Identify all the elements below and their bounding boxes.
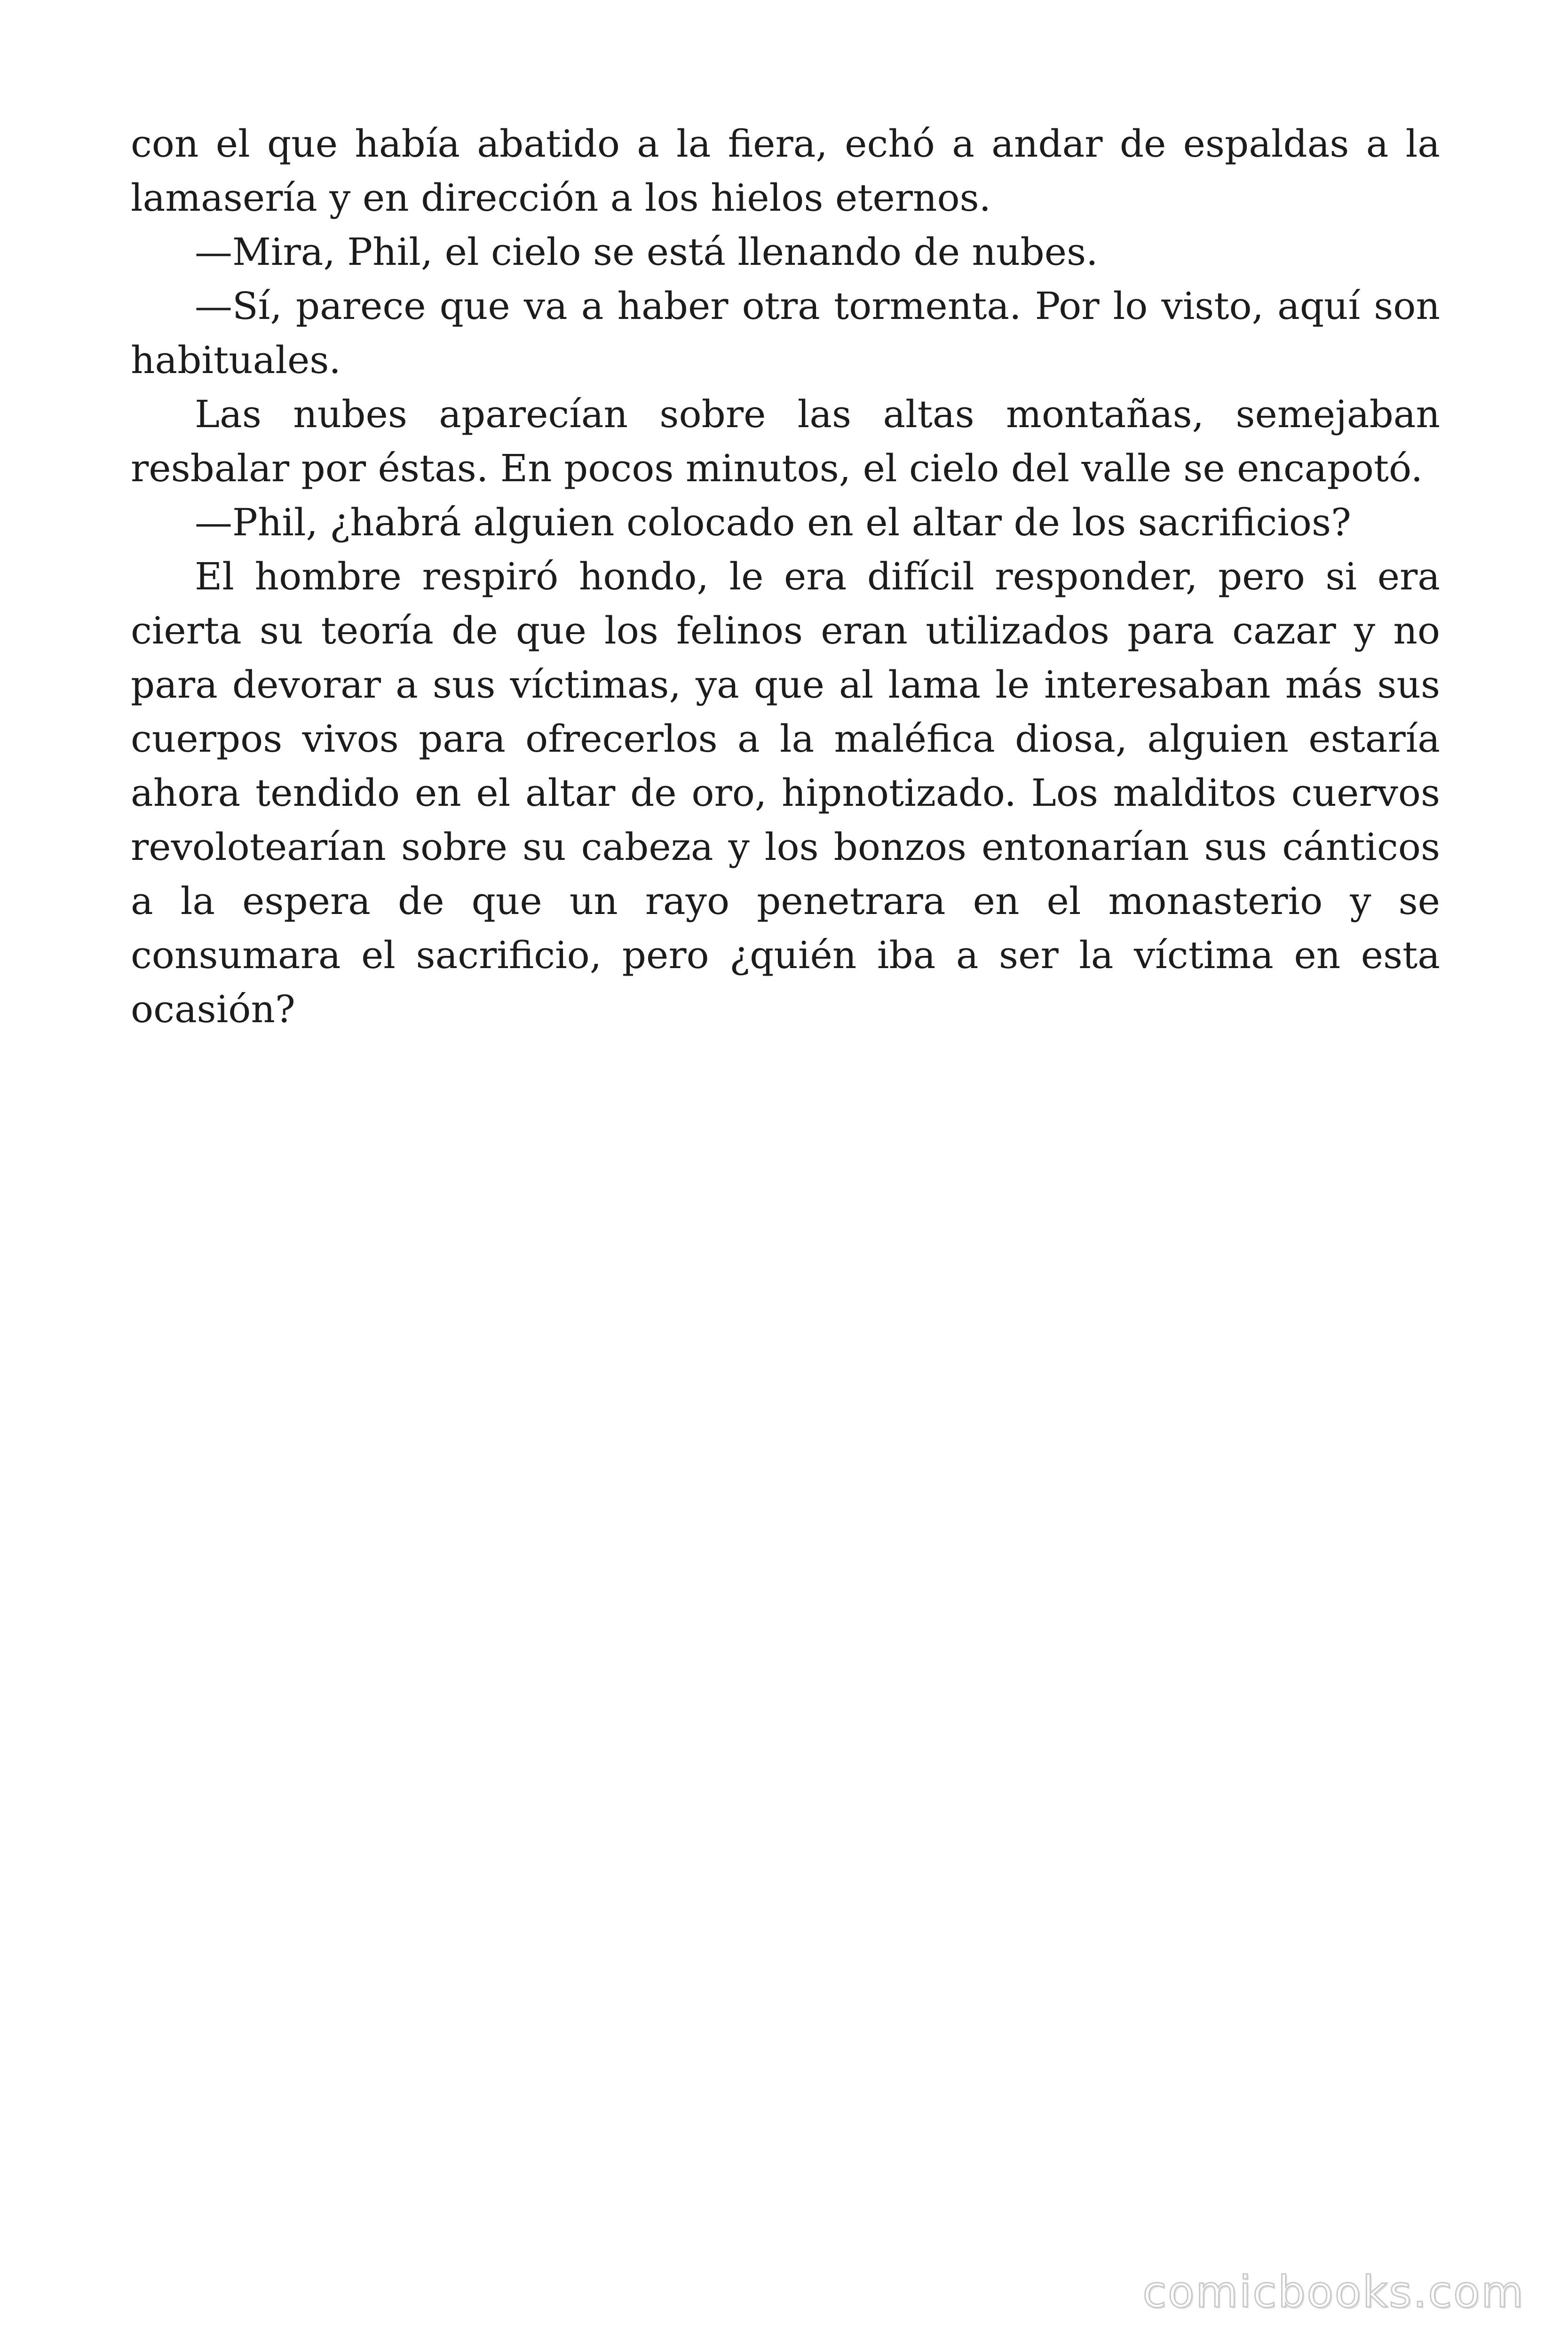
paragraph-continuation: con el que había abatido a la fiera, echó a andar de espaldas a la lamasería y en dirección a los hielos eternos. [131, 122, 1440, 220]
paragraph-dialogue-altar: —Phil, ¿habrá alguien colocado en el altar de los sacrificios? [195, 501, 1351, 544]
paragraph-hombre-respiro: El hombre respiró hondo, le era difícil responder, pero si era cierta su teoría de que los felinos eran utilizados para cazar y no para devorar a sus víctimas, ya que al lama le interesaban más sus cuerpos vivos para ofrecerlos a la maléfica diosa, alguien estaría ahora tendido en el altar de oro, hipnotizado. Los malditos cuervos revolotearían sobre su cabeza y los bonzos entonarían sus cánticos a la espera de que un rayo penetrara en el monasterio y se consumara el sacrificio, pero ¿quién iba a ser la víctima en esta ocasión? [131, 555, 1440, 1031]
paragraph-dialogue-tormenta: —Sí, parece que va a haber otra tormenta. Por lo visto, aquí son habituales. [131, 284, 1440, 382]
paragraph-dialogue-mira: —Mira, Phil, el cielo se está llenando de nubes. [195, 230, 1098, 274]
site-watermark: comicbooks.com [1142, 2267, 1525, 2317]
body-text [131, 117, 1440, 1036]
paragraph-nubes: Las nubes aparecían sobre las altas montañas, semejaban resbalar por éstas. En pocos minutos, el cielo del valle se encapotó. [131, 392, 1440, 490]
